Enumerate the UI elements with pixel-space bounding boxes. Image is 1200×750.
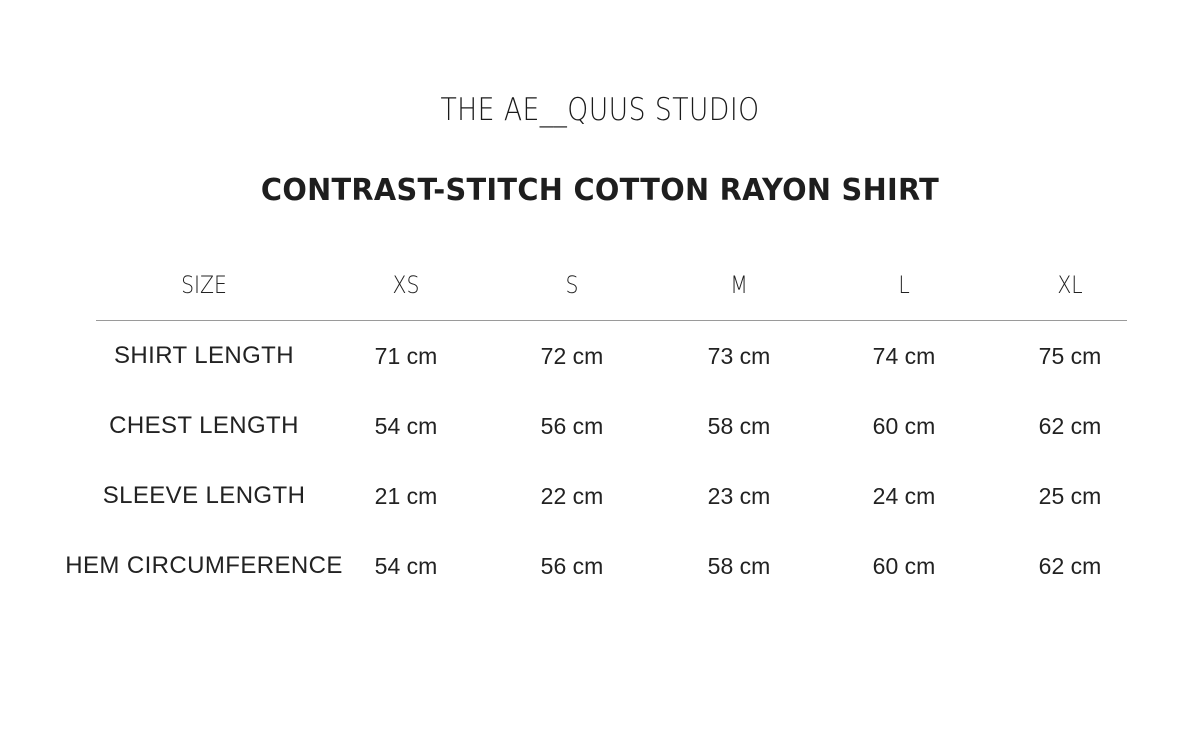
table-cell: 21 cm	[374, 483, 438, 509]
table-cell: 22 cm	[540, 483, 604, 509]
table-cell: 58 cm	[707, 553, 771, 579]
row-label-hem-circumference: HEM CIRCUMFERENCE	[65, 552, 343, 579]
table-cell: 60 cm	[872, 413, 936, 439]
size-header: SIZE	[181, 271, 227, 299]
table-cell: 54 cm	[374, 553, 438, 579]
table-cell: 56 cm	[540, 553, 604, 579]
row-label-chest-length: CHEST LENGTH	[109, 412, 299, 439]
table-cell: 23 cm	[707, 483, 771, 509]
table-cell: 73 cm	[707, 343, 771, 369]
table-cell: 58 cm	[707, 413, 771, 439]
table-cell: 56 cm	[540, 413, 604, 439]
size-header-m: M	[730, 271, 748, 299]
product-title: CONTRAST-STITCH COTTON RAYON SHIRT	[260, 173, 940, 208]
table-cell: 71 cm	[374, 343, 438, 369]
table-cell: 75 cm	[1038, 343, 1102, 369]
table-cell: 54 cm	[374, 413, 438, 439]
table-cell: 72 cm	[540, 343, 604, 369]
table-cell: 62 cm	[1038, 553, 1102, 579]
row-label-sleeve-length: SLEEVE LENGTH	[102, 482, 306, 509]
brand-logo: THE AE__QUUS STUDIO	[440, 92, 760, 128]
size-header-l: L	[898, 271, 910, 299]
table-cell: 60 cm	[872, 553, 936, 579]
table-cell: 74 cm	[872, 343, 936, 369]
size-header-xs: XS	[392, 271, 420, 299]
table-cell: 62 cm	[1038, 413, 1102, 439]
table-cell: 24 cm	[872, 483, 936, 509]
size-header-xl: XL	[1057, 271, 1083, 299]
size-header-s: S	[565, 271, 579, 299]
header-divider	[96, 320, 1127, 321]
table-cell: 25 cm	[1038, 483, 1102, 509]
row-label-shirt-length: SHIRT LENGTH	[114, 342, 294, 369]
